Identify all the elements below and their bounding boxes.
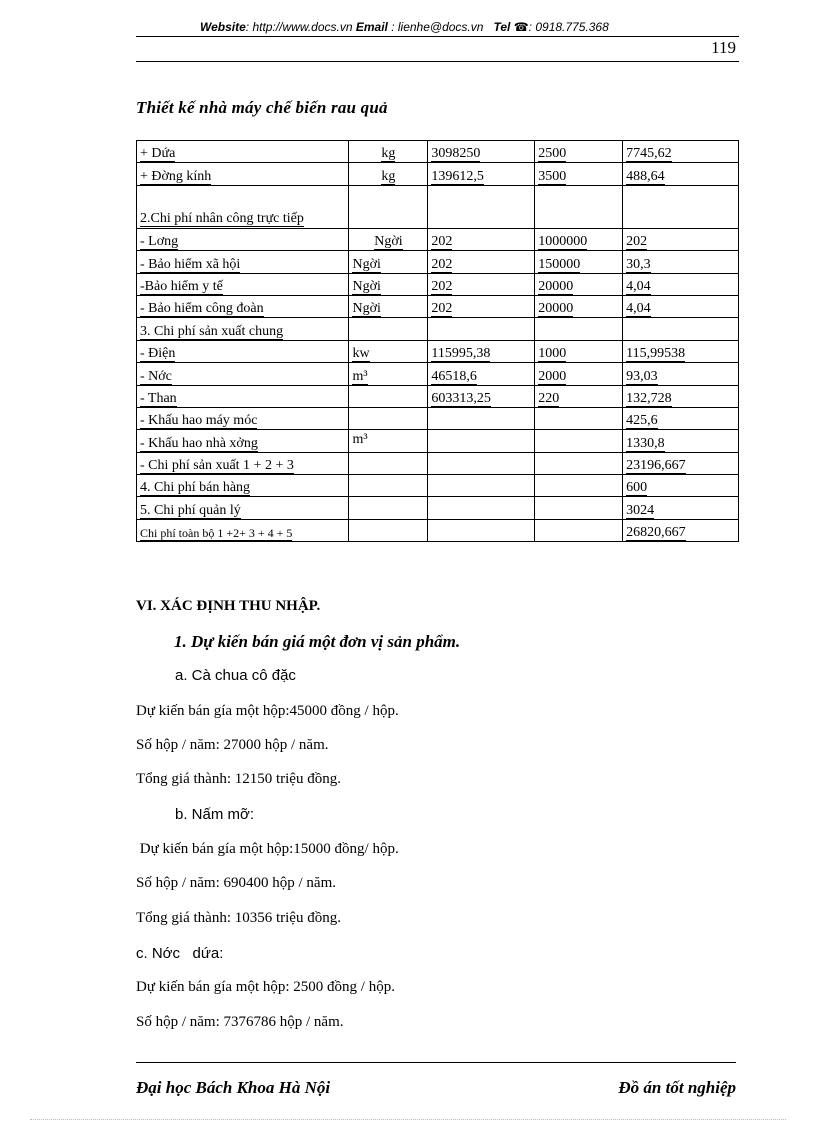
- table-cell: 3500: [538, 168, 567, 184]
- item-c-line2: Số hộp / năm: 7376786 hộp / năm.: [136, 1014, 344, 1030]
- table-cell: + Dứa: [140, 146, 176, 162]
- table-cell: m³: [349, 430, 428, 452]
- table-cell: 7745,62: [626, 146, 672, 162]
- table-row: [137, 228, 739, 250]
- table-row: [137, 363, 739, 385]
- table-row: [137, 385, 739, 407]
- table-cell: [428, 185, 535, 228]
- table-cell: 202: [431, 234, 453, 250]
- table-cell: Chi phí toàn bộ 1 +2+ 3 + 4 + 5: [140, 526, 293, 541]
- table-cell: [535, 475, 623, 497]
- table-row: [137, 295, 739, 317]
- table-cell: kw: [352, 346, 370, 362]
- table-cell: 30,3: [626, 256, 651, 272]
- table-cell: -Bảo hiểm y tế: [140, 278, 223, 294]
- document-title: Thiết kế nhà máy chế biến rau quả: [136, 98, 388, 117]
- table-cell: [623, 318, 739, 340]
- page-header: [200, 20, 700, 34]
- table-cell: [535, 452, 623, 474]
- table-cell: 150000: [538, 256, 581, 272]
- table-cell: [349, 519, 428, 541]
- table-cell: - Điện: [140, 346, 176, 362]
- email-value: : lienhe@docs.vn: [387, 20, 484, 34]
- table-row: [137, 141, 739, 163]
- table-cell: - Than: [140, 390, 177, 406]
- footer-university: Đại học Bách Khoa Hà Nội: [136, 1078, 331, 1097]
- table-cell: + Đờng kính: [140, 168, 212, 184]
- table-cell: 1000000: [538, 234, 588, 250]
- table-cell: [349, 185, 428, 228]
- table-cell: 5. Chi phí quản lý: [140, 502, 241, 518]
- item-a-line3: Tổng giá thành: 12150 triệu đồng.: [136, 771, 341, 787]
- table-cell: [349, 318, 428, 340]
- item-b-title: b. Nấm mỡ:: [175, 806, 255, 823]
- table-cell: [535, 497, 623, 519]
- table-row: [137, 407, 739, 429]
- item-a-line2: Số hộp / năm: 27000 hộp / năm.: [136, 737, 329, 753]
- item-b-line3: Tổng giá thành: 10356 triệu đồng.: [136, 910, 341, 926]
- table-cell: - Khấu hao máy móc: [140, 413, 258, 429]
- table-cell: Ngời: [352, 301, 381, 317]
- table-cell: 4. Chi phí bán hàng: [140, 480, 251, 496]
- table-row: [137, 251, 739, 273]
- section-heading: VI. XÁC ĐỊNH THU NHẬP.: [136, 598, 321, 614]
- table-cell: 46518,6: [431, 368, 477, 384]
- page-number: 119: [711, 38, 736, 57]
- table-cell: Ngời: [352, 256, 381, 272]
- table-cell: [349, 407, 428, 429]
- table-cell: [535, 318, 623, 340]
- website-value: : http://www.docs.vn: [245, 20, 353, 34]
- table-cell: - Khấu hao nhà xởng: [140, 435, 258, 451]
- table-cell: [349, 497, 428, 519]
- header-bottom-rule: [136, 61, 739, 62]
- table-cell: 2.Chi phí nhân công trực tiếp: [140, 210, 304, 226]
- table-cell: - Bảo hiểm công đoàn: [140, 301, 264, 317]
- table-cell: Ngời: [374, 234, 403, 250]
- table-cell: 488,64: [626, 168, 665, 184]
- table-row: [137, 430, 739, 452]
- website-label: Website: [200, 20, 246, 34]
- table-cell: 23196,667: [626, 458, 686, 474]
- table-cell: 20000: [538, 278, 574, 294]
- item-b-line1: Dự kiến bán gía một hộp:15000 đồng/ hộp.: [136, 841, 399, 857]
- table-cell: 3098250: [431, 146, 481, 162]
- table-cell: 600: [626, 480, 648, 496]
- table-row: [137, 519, 739, 541]
- table-cell: 20000: [538, 301, 574, 317]
- table-cell: 1330,8: [626, 435, 665, 451]
- table-cell: [535, 185, 623, 228]
- table-cell: [428, 407, 535, 429]
- footer-rule: [136, 1062, 736, 1063]
- table-cell: [428, 318, 535, 340]
- item-c-title: c. Nớc dứa:: [136, 945, 224, 962]
- footer-thesis: Đồ án tốt nghiệp: [618, 1078, 736, 1097]
- table-row: [137, 163, 739, 185]
- table-cell: - Bảo hiểm xã hội: [140, 256, 241, 272]
- table-cell: [428, 519, 535, 541]
- table-row: [137, 340, 739, 362]
- table-cell: [428, 497, 535, 519]
- table-cell: 202: [626, 234, 648, 250]
- table-cell: [623, 185, 739, 228]
- table-cell: [349, 385, 428, 407]
- table-cell: [428, 430, 535, 452]
- table-cell: m³: [352, 368, 368, 384]
- table-cell: - Nớc: [140, 368, 172, 384]
- table-cell: 4,04: [626, 278, 651, 294]
- table-cell: 115,99538: [626, 346, 686, 362]
- item-c-line1: Dự kiến bán gía một hộp: 2500 đồng / hộp.: [136, 979, 395, 995]
- tel-label: Tel: [493, 20, 511, 34]
- table-cell: 2500: [538, 146, 567, 162]
- table-cell: 4,04: [626, 301, 651, 317]
- table-cell: 139612,5: [431, 168, 484, 184]
- table-cell: 2000: [538, 368, 567, 384]
- table-cell: [428, 452, 535, 474]
- table-row: [137, 273, 739, 295]
- table-row: [137, 497, 739, 519]
- table-cell: 202: [431, 278, 453, 294]
- table-cell: [535, 407, 623, 429]
- table-cell: 93,03: [626, 368, 658, 384]
- table-cell: 3. Chi phí sản xuất chung: [140, 323, 284, 339]
- table-cell: [428, 475, 535, 497]
- table-cell: 115995,38: [431, 346, 491, 362]
- item-b-line2: Số hộp / năm: 690400 hộp / năm.: [136, 875, 336, 891]
- email-label: Email: [355, 20, 388, 34]
- subsection-heading: 1. Dự kiến bán giá một đơn vị sản phẩm.: [174, 632, 461, 651]
- table-cell: kg: [381, 146, 396, 162]
- table-row: [137, 318, 739, 340]
- table-cell: [535, 430, 623, 452]
- table-row: [137, 475, 739, 497]
- table-cell: 220: [538, 390, 560, 406]
- table-row: [137, 185, 739, 228]
- item-a-title: a. Cà chua cô đặc: [175, 667, 296, 684]
- tel-value: : 0918.775.368: [528, 20, 609, 34]
- table-cell: [349, 475, 428, 497]
- item-a-line1: Dự kiến bán gía một hộp:45000 đồng / hộp.: [136, 703, 399, 719]
- table-cell: Ngời: [352, 278, 381, 294]
- table-cell: 132,728: [626, 390, 672, 406]
- page-bottom-border: [30, 1119, 786, 1120]
- table-row: [137, 452, 739, 474]
- table-cell: - Lơng: [140, 234, 179, 250]
- table-cell: 202: [431, 256, 453, 272]
- table-cell: 603313,25: [431, 390, 491, 406]
- table-cell: 3024: [626, 502, 655, 518]
- cost-table: [136, 140, 739, 542]
- table-cell: [535, 519, 623, 541]
- phone-icon: ☎: [513, 20, 529, 34]
- table-cell: 1000: [538, 346, 567, 362]
- header-top-rule: [136, 36, 739, 37]
- table-cell: [349, 452, 428, 474]
- table-cell: 425,6: [626, 413, 658, 429]
- table-cell: 202: [431, 301, 453, 317]
- table-cell: kg: [381, 168, 396, 184]
- table-cell: 26820,667: [626, 525, 686, 541]
- table-cell: - Chi phí sản xuất 1 + 2 + 3: [140, 458, 294, 474]
